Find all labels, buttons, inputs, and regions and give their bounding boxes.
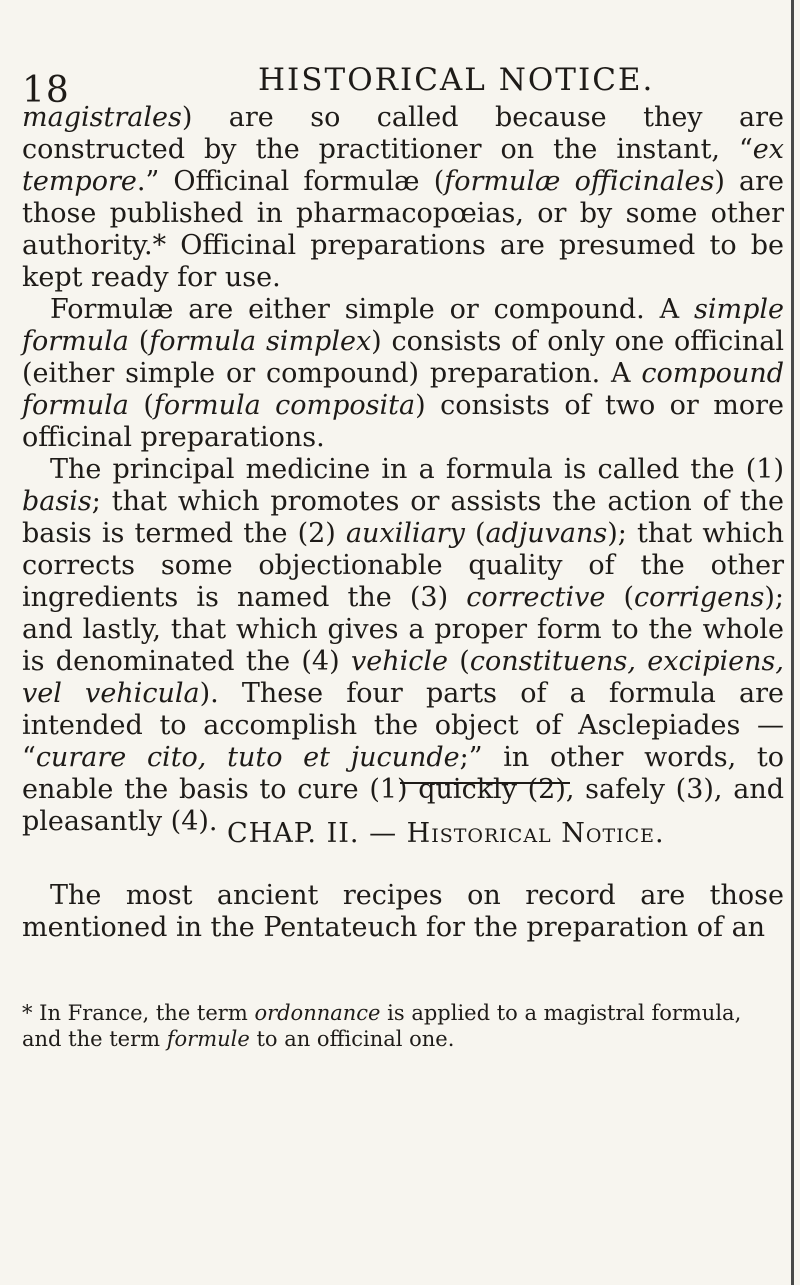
- text-run: ); that which corrects some objectionable quality of the other ingredients is named the (3): [22, 518, 784, 613]
- italic-term: constituens, excipiens, vel vehicula: [22, 646, 784, 709]
- text-run: (: [447, 646, 470, 677]
- running-title: HISTORICAL NOTICE.: [258, 62, 655, 98]
- italic-term: formulæ officinales: [444, 166, 715, 197]
- italic-term: corrigens: [634, 582, 765, 613]
- text-run: .” Officinal formulæ (: [136, 166, 445, 197]
- italic-term: formula simplex: [149, 326, 372, 357]
- text-run: * In France, the term: [22, 1001, 255, 1025]
- chapter-dash: —: [359, 818, 407, 849]
- text-run: The principal medicine in a formula is called the (1): [50, 454, 784, 485]
- italic-term: curare cito, tuto et jucunde: [35, 742, 460, 773]
- italic-term: auxiliary: [345, 518, 465, 549]
- italic-term: corrective: [466, 582, 606, 613]
- italic-term: basis: [22, 486, 92, 517]
- paragraph-1: [22, 102, 784, 294]
- italic-term: magistrales: [22, 102, 182, 133]
- italic-term: formule: [166, 1027, 250, 1051]
- italic-term: compound formula: [22, 358, 784, 421]
- text-run: ) consists of only one officinal (either simple or compound) preparation. A: [22, 326, 784, 389]
- paragraph-4: The most ancient recipes on record are those mentioned in the Pentateuch for the preparation of an: [22, 880, 784, 943]
- chapter-text: [22, 880, 784, 944]
- chapter-title: Historical Notice.: [406, 818, 665, 849]
- text-run: (: [128, 390, 154, 421]
- text-run: to an officinal one.: [249, 1027, 455, 1051]
- text-run: ); and lastly, that which gives a proper form to the whole is denominated the (4): [22, 582, 784, 677]
- page-edge-shadow: [791, 0, 794, 1285]
- italic-term: ordonnance: [254, 1001, 381, 1025]
- chapter-heading: [227, 818, 665, 849]
- text-run: (: [605, 582, 635, 613]
- text-run: ) are so called because they are constructed by the practitioner on the instant, “: [22, 102, 784, 165]
- text-run: (: [128, 326, 150, 357]
- text-run: ). These four parts of a formula are intended to accomplish the object of Asclepiades — “: [22, 678, 784, 773]
- text-run: (: [464, 518, 486, 549]
- text-run: ) consists of two or more officinal preparations.: [22, 390, 784, 453]
- main-text: [22, 102, 784, 838]
- italic-term: formula composita: [153, 390, 416, 421]
- chapter-label: CHAP. II.: [227, 818, 360, 849]
- paragraph-2: [22, 294, 784, 454]
- text-run: ; that which promotes or assists the action of the basis is termed the (2): [22, 486, 784, 549]
- text-run: ) are those published in pharmacopœias, or by some other authority.* Officinal preparations are presumed to be kept ready for use.: [22, 166, 784, 293]
- footnote: [22, 1000, 784, 1052]
- italic-term: simple formula: [22, 294, 784, 357]
- italic-term: ex tempore: [22, 134, 784, 197]
- italic-term: vehicle: [350, 646, 448, 677]
- paragraph-3: [22, 454, 784, 838]
- text-run: is applied to a magistral formula, and the term: [22, 1001, 742, 1051]
- section-divider: [400, 782, 570, 784]
- text-run: ;” in other words, to enable the basis to cure (1) quickly (2), safely (3), and pleasantly (4).: [22, 742, 784, 837]
- text-run: Formulæ are either simple or compound. A: [50, 294, 694, 325]
- page-number: 18: [22, 70, 70, 111]
- italic-term: adjuvans: [485, 518, 608, 549]
